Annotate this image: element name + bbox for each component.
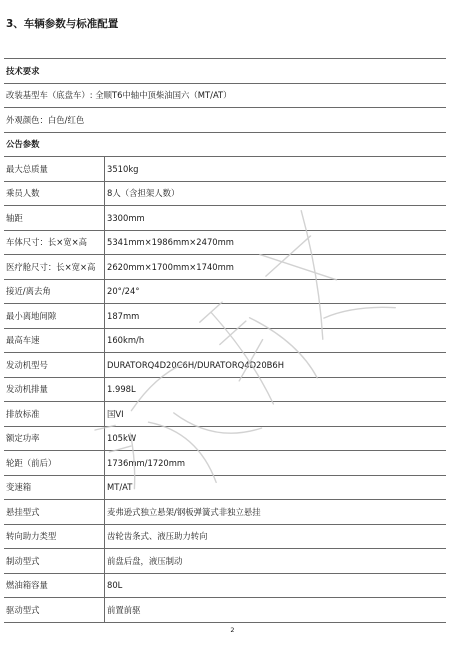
param-value: 齿轮齿条式、液压助力转向: [105, 524, 447, 549]
param-value: 20°/24°: [105, 279, 447, 304]
param-row: [4, 181, 446, 206]
announcement-params-heading-row: [4, 132, 446, 157]
param-label: 额定功率: [4, 426, 105, 451]
param-label: 发动机排量: [4, 377, 105, 402]
param-value: 1.998L: [105, 377, 447, 402]
announcement-params-heading: 公告参数: [4, 132, 446, 157]
param-row: [4, 598, 446, 623]
tech-requirements-heading: 技术要求: [4, 59, 446, 84]
param-label: 医疗舱尺寸：长×宽×高: [4, 255, 105, 280]
param-row: [4, 475, 446, 500]
param-label: 驱动型式: [4, 598, 105, 623]
param-value: 前盘后盘，液压制动: [105, 549, 447, 574]
param-label: 燃油箱容量: [4, 573, 105, 598]
param-row: [4, 279, 446, 304]
param-label: 排放标准: [4, 402, 105, 427]
watermark-text: 汇铃改装: [0, 0, 4, 1]
param-row: [4, 328, 446, 353]
param-value: 80L: [105, 573, 447, 598]
exterior-color-text: 外观颜色：白色/红色: [4, 108, 446, 133]
base-vehicle-text: 改装基型车（底盘车）: 全顺T6中轴中顶柴油国六（MT/AT）: [4, 83, 446, 108]
param-row: [4, 304, 446, 329]
param-label: 接近/离去角: [4, 279, 105, 304]
param-value: MT/AT: [105, 475, 447, 500]
tech-requirements-heading-row: [4, 59, 446, 84]
param-value: 麦弗逊式独立悬架/钢板弹簧式非独立悬挂: [105, 500, 447, 525]
param-label: 轮距（前后）: [4, 451, 105, 476]
param-row: [4, 255, 446, 280]
param-value: 160km/h: [105, 328, 447, 353]
param-row: [4, 377, 446, 402]
param-value: 2620mm×1700mm×1740mm: [105, 255, 447, 280]
param-label: 悬挂型式: [4, 500, 105, 525]
param-label: 最大总质量: [4, 157, 105, 182]
param-value: 105kW: [105, 426, 447, 451]
spec-table: [4, 58, 446, 623]
param-label: 最小离地间隙: [4, 304, 105, 329]
param-row: [4, 500, 446, 525]
section-title: 3、车辆参数与标准配置: [6, 18, 119, 30]
param-label: 变速箱: [4, 475, 105, 500]
param-row: [4, 157, 446, 182]
param-value: 5341mm×1986mm×2470mm: [105, 230, 447, 255]
param-row: [4, 353, 446, 378]
param-label: 制动型式: [4, 549, 105, 574]
param-value: 3510kg: [105, 157, 447, 182]
param-value: 国VI: [105, 402, 447, 427]
param-row: [4, 426, 446, 451]
page-number: 2: [230, 626, 235, 634]
param-value: 1736mm/1720mm: [105, 451, 447, 476]
exterior-color-row: [4, 108, 446, 133]
param-label: 乘员人数: [4, 181, 105, 206]
param-row: [4, 206, 446, 231]
param-label: 转向助力类型: [4, 524, 105, 549]
param-row: [4, 402, 446, 427]
param-label: 发动机型号: [4, 353, 105, 378]
param-row: [4, 573, 446, 598]
param-value: 前置前驱: [105, 598, 447, 623]
param-value: DURATORQ4D20C6H/DURATORQ4D20B6H: [105, 353, 447, 378]
param-label: 轴距: [4, 206, 105, 231]
param-value: 3300mm: [105, 206, 447, 231]
param-row: [4, 230, 446, 255]
param-row: [4, 451, 446, 476]
param-row: [4, 524, 446, 549]
param-value: 8人（含担架人数）: [105, 181, 447, 206]
param-value: 187mm: [105, 304, 447, 329]
param-row: [4, 549, 446, 574]
param-label: 车体尺寸：长×宽×高: [4, 230, 105, 255]
param-label: 最高车速: [4, 328, 105, 353]
base-vehicle-row: [4, 83, 446, 108]
